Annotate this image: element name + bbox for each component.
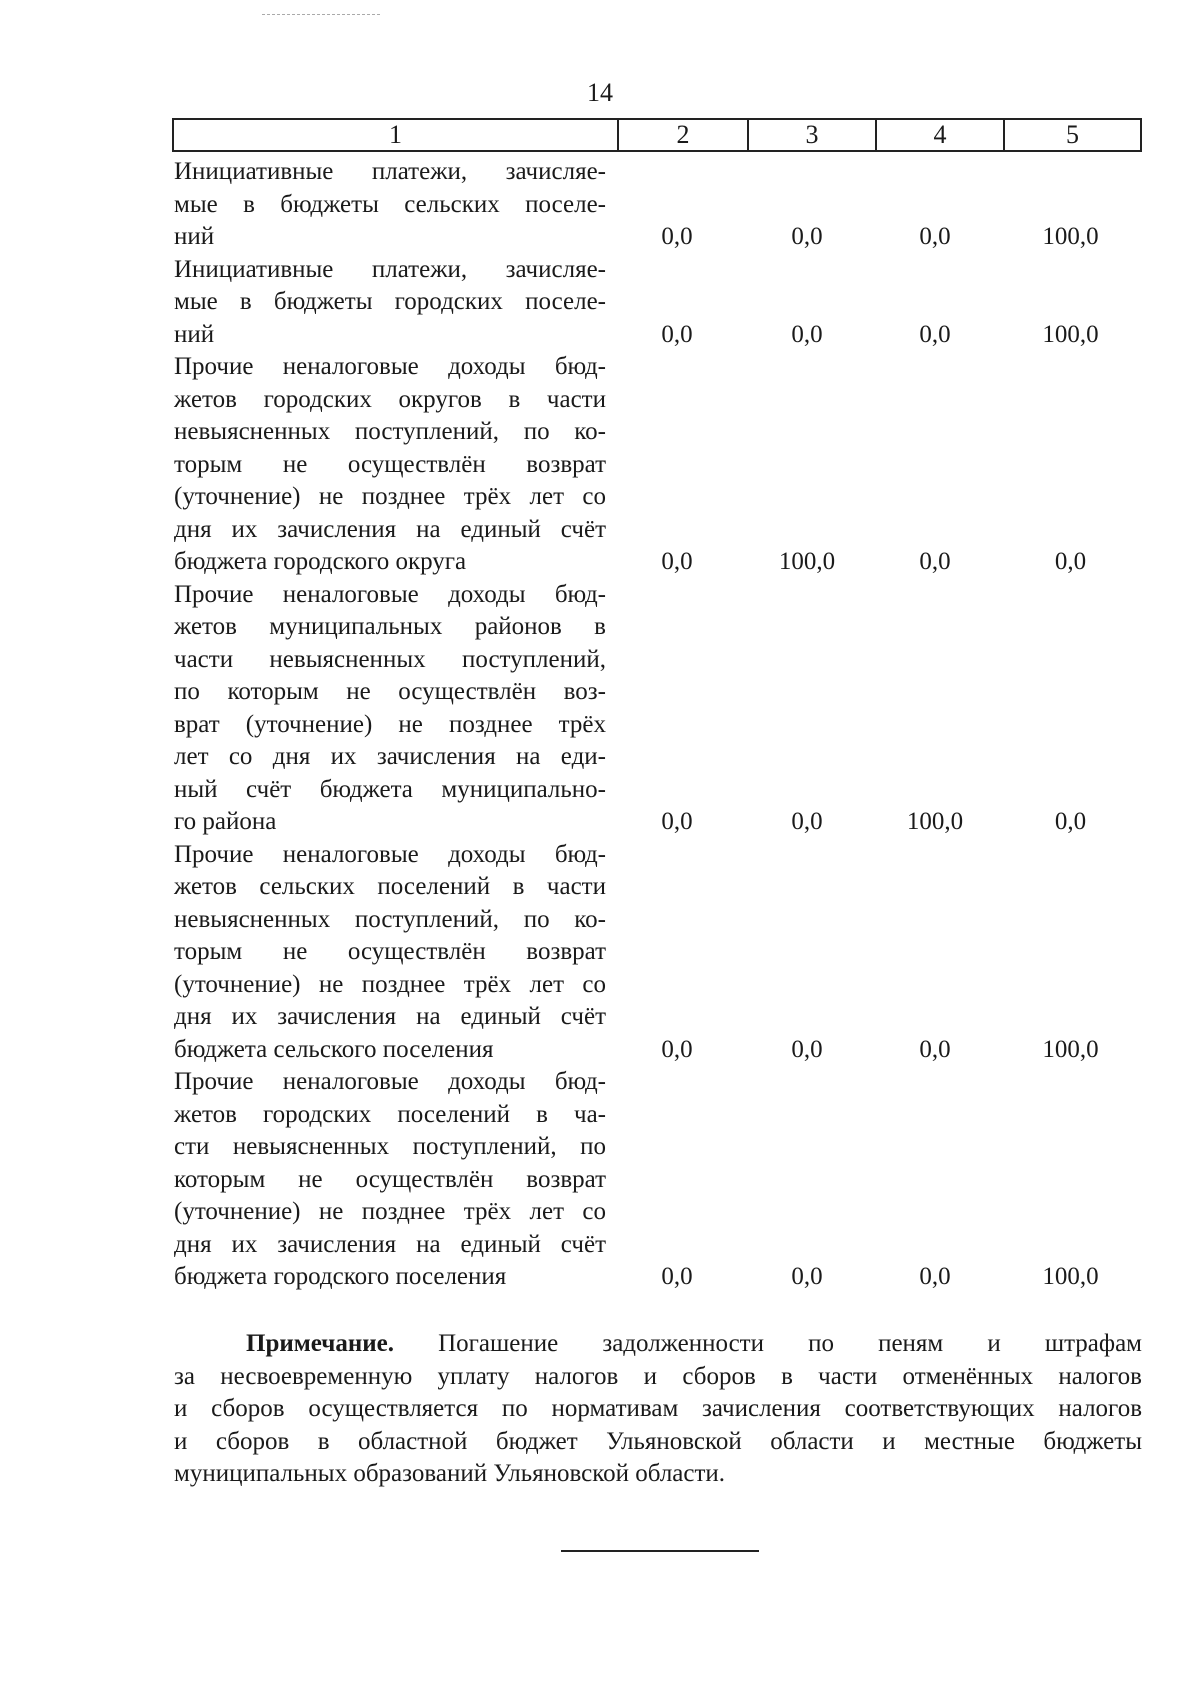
row-value-col-4: 0,0 — [919, 320, 951, 348]
column-header-3: 3 — [749, 120, 877, 150]
table-row — [174, 839, 1142, 1067]
note-line: за несвоевременную уплату налогов и сборов в части отменённых налогов — [174, 1362, 1142, 1390]
row-description-line: врат (уточнение) не позднее трёх — [174, 710, 606, 738]
row-description-line: Прочие неналоговые доходы бюд- — [174, 353, 606, 380]
table-row — [174, 579, 1142, 839]
row-description-line: дня их зачисления на единый счёт — [174, 1003, 606, 1030]
note-line — [174, 1328, 1142, 1361]
row-description-line: невыясненных поступлений, по ко- — [174, 418, 606, 445]
note-line-text: Погашение задолженности по пеням и штрафам — [438, 1330, 1143, 1357]
row-description-line: бюджета городского округа — [174, 548, 467, 575]
row-description-line: торым не осуществлён возврат — [174, 450, 606, 478]
row-value-col-5: 100,0 — [1042, 223, 1099, 250]
row-value-col-3: 0,0 — [791, 223, 823, 250]
column-header-1: 1 — [174, 120, 619, 150]
row-description-line: Инициативные платежи, зачисляе- — [174, 158, 606, 185]
row-value-col-2: 0,0 — [661, 808, 693, 835]
row-description-line: ный счёт бюджета муниципально- — [174, 775, 606, 803]
row-value-col-3: 0,0 — [791, 1263, 823, 1290]
row-description-line: Прочие неналоговые доходы бюд- — [174, 840, 606, 868]
row-description-line: бюджета сельского поселения — [174, 1035, 494, 1063]
row-value-col-5: 100,0 — [1042, 1035, 1099, 1063]
row-value-col-4: 100,0 — [906, 808, 964, 835]
table-body — [174, 156, 1142, 1294]
row-description — [174, 839, 606, 1067]
row-description-line: невыясненных поступлений, по ко- — [174, 905, 606, 933]
column-header-4: 4 — [877, 120, 1005, 150]
row-value-col-5: 0,0 — [1054, 548, 1087, 575]
row-description-line: жетов муниципальных районов в — [174, 613, 606, 640]
row-value-col-2: 0,0 — [661, 223, 693, 250]
table-row — [174, 351, 1142, 579]
end-rule — [561, 1550, 759, 1552]
row-description-line: жетов городских поселений в ча- — [174, 1100, 606, 1128]
row-value-col-3: 100,0 — [778, 548, 836, 575]
note-label: Примечание. — [246, 1330, 395, 1357]
column-header-2: 2 — [619, 120, 749, 150]
row-description-line: сти невыясненных поступлений, по — [174, 1133, 606, 1160]
note-line: муниципальных образований Ульяновской области. — [174, 1460, 726, 1487]
row-description-line: дня их зачисления на единый счёт — [174, 1230, 606, 1258]
row-description-line: части невыясненных поступлений, — [174, 645, 606, 673]
row-description-line: которым не осуществлён возврат — [174, 1165, 606, 1193]
row-value-col-3: 0,0 — [791, 320, 823, 348]
row-description-line: Прочие неналоговые доходы бюд- — [174, 580, 606, 608]
row-description — [174, 579, 606, 839]
row-value-col-4: 0,0 — [919, 223, 951, 250]
note-paragraph — [174, 1328, 1142, 1491]
row-description-line: бюджета городского поселения — [174, 1263, 507, 1290]
row-description-line: ний — [174, 223, 215, 250]
page-number: 14 — [587, 78, 613, 107]
table-header — [172, 118, 1142, 152]
row-description-line: (уточнение) не позднее трёх лет со — [174, 483, 606, 510]
row-value-col-4: 0,0 — [919, 1035, 951, 1063]
row-description-line: мые в бюджеты сельских поселе- — [174, 190, 606, 218]
row-value-col-3: 0,0 — [791, 808, 823, 835]
row-description-line: торым не осуществлён возврат — [174, 938, 606, 965]
row-description-line: дня их зачисления на единый счёт — [174, 515, 606, 543]
row-description-line: по которым не осуществлён воз- — [174, 678, 606, 705]
row-description-line: жетов городских округов в части — [174, 385, 606, 413]
note-line: и сборов в областной бюджет Ульяновской области и местные бюджеты — [174, 1427, 1142, 1455]
table-row — [174, 156, 1142, 254]
column-header-5: 5 — [1066, 120, 1079, 149]
row-value-col-2: 0,0 — [661, 1263, 693, 1290]
row-description-line: мые в бюджеты городских поселе- — [174, 288, 606, 315]
row-description-line: Инициативные платежи, зачисляе- — [174, 255, 606, 283]
row-description-line: лет со дня их зачисления на еди- — [174, 743, 606, 770]
table-row — [174, 254, 1142, 352]
row-value-col-3: 0,0 — [791, 1035, 823, 1063]
row-value-col-2: 0,0 — [661, 548, 693, 575]
row-description-line: ний — [174, 320, 215, 348]
row-description-line: (уточнение) не позднее трёх лет со — [174, 1198, 606, 1225]
row-value-col-5: 100,0 — [1042, 320, 1099, 348]
row-description-line: (уточнение) не позднее трёх лет со — [174, 970, 606, 998]
row-value-col-5: 0,0 — [1054, 808, 1087, 835]
row-description-line: Прочие неналоговые доходы бюд- — [174, 1068, 606, 1095]
row-value-col-4: 0,0 — [919, 548, 951, 575]
row-value-col-5: 100,0 — [1042, 1263, 1099, 1290]
scan-artifact — [262, 14, 380, 15]
row-description — [174, 156, 606, 254]
row-value-col-2: 0,0 — [661, 1035, 693, 1063]
table-row — [174, 1066, 1142, 1294]
row-value-col-4: 0,0 — [919, 1263, 951, 1290]
row-description-line: го района — [174, 808, 277, 835]
row-value-col-2: 0,0 — [661, 320, 693, 348]
row-description-line: жетов сельских поселений в части — [174, 873, 606, 900]
row-description — [174, 351, 606, 579]
row-description — [174, 254, 606, 352]
row-description — [174, 1066, 606, 1294]
note-line: и сборов осуществляется по нормативам зачисления соответствующих налогов — [174, 1395, 1142, 1422]
